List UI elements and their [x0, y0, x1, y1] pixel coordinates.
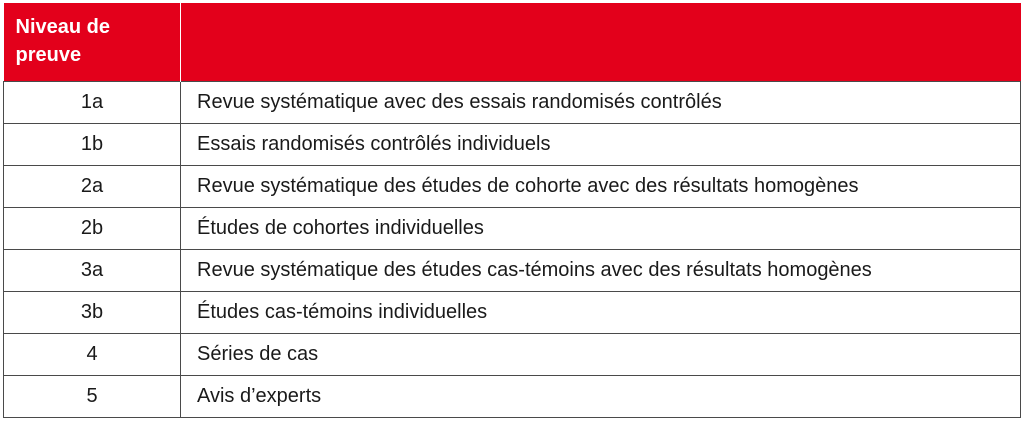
evidence-level-table [3, 3, 1021, 418]
table-row [4, 375, 1021, 417]
level-cell: 2a [4, 165, 181, 207]
table-header-row [4, 3, 1021, 81]
table-row [4, 291, 1021, 333]
description-cell: Séries de cas [181, 333, 1021, 375]
description-cell: Revue systématique des études cas-témoins avec des résultats homogènes [181, 249, 1021, 291]
evidence-level-table-container [3, 3, 1020, 418]
level-cell: 4 [4, 333, 181, 375]
header-description [181, 3, 1021, 81]
description-cell: Essais randomisés contrôlés individuels [181, 123, 1021, 165]
level-cell: 3a [4, 249, 181, 291]
table-row [4, 333, 1021, 375]
description-cell: Revue systématique avec des essais randomisés contrôlés [181, 81, 1021, 123]
description-cell: Revue systématique des études de cohorte avec des résultats homogènes [181, 165, 1021, 207]
description-cell: Études de cohortes individuelles [181, 207, 1021, 249]
header-evidence-level: Niveau de preuve [4, 3, 181, 81]
level-cell: 1a [4, 81, 181, 123]
level-cell: 1b [4, 123, 181, 165]
table-row [4, 81, 1021, 123]
table-row [4, 165, 1021, 207]
level-cell: 5 [4, 375, 181, 417]
description-cell: Études cas-témoins individuelles [181, 291, 1021, 333]
level-cell: 2b [4, 207, 181, 249]
description-cell: Avis d’experts [181, 375, 1021, 417]
level-cell: 3b [4, 291, 181, 333]
table-row [4, 249, 1021, 291]
table-row [4, 207, 1021, 249]
table-row [4, 123, 1021, 165]
